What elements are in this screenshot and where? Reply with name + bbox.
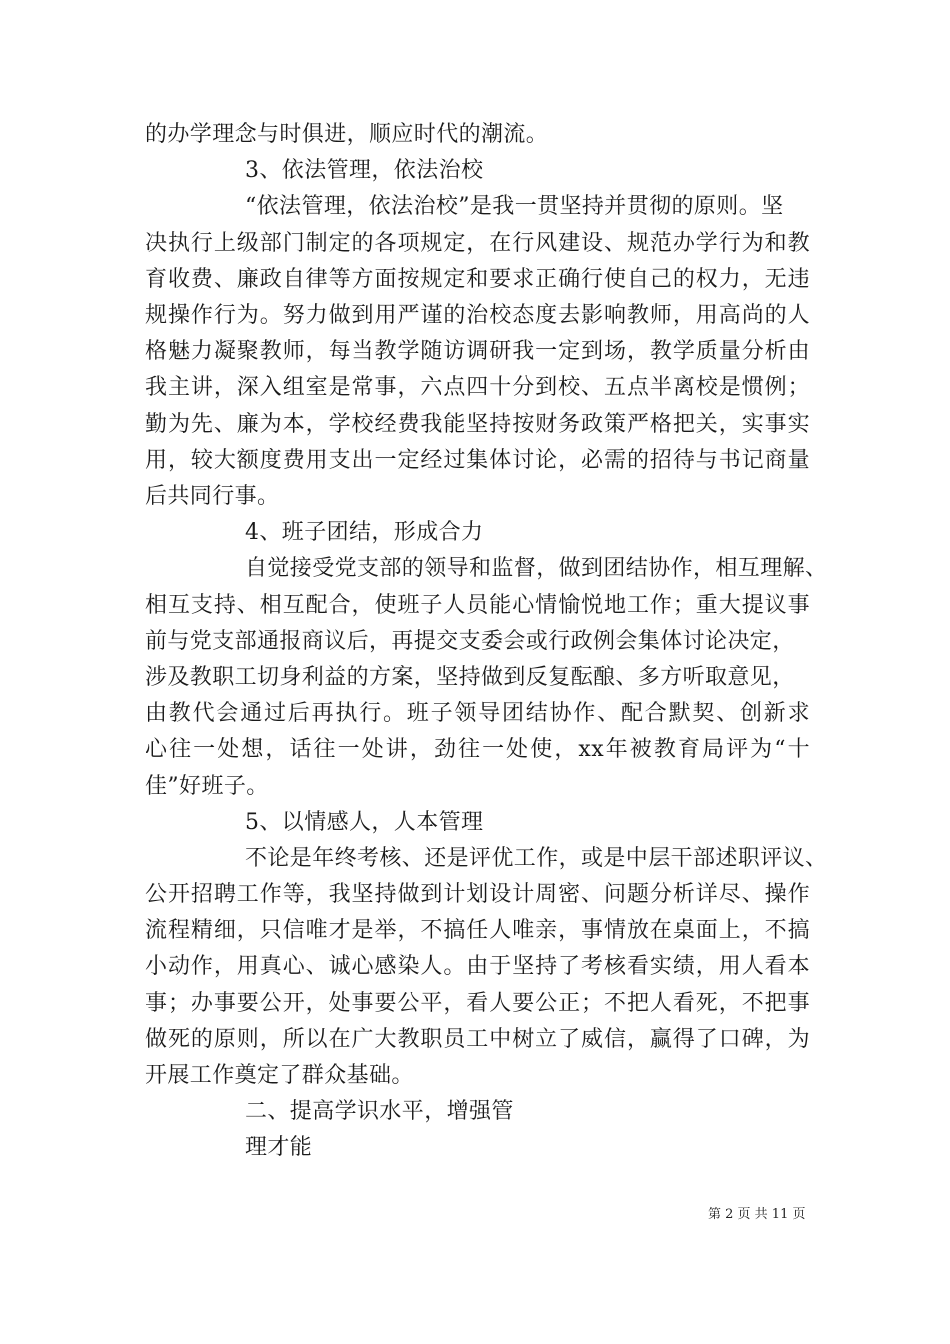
text-line: 勤为先、廉为本，学校经费我能坚持按财务政策严格把关，实事实 (145, 411, 810, 437)
section-heading-continued: 理才能 (245, 1135, 313, 1161)
text-line: 我主讲，深入组室是常事，六点四十分到校、五点半离校是惯例； (145, 375, 810, 401)
page-number-footer: 第 2 页 共 11 页 (708, 1207, 806, 1222)
text-line: 规操作行为。努力做到用严谨的治校态度去影响教师，用高尚的人 (145, 302, 810, 328)
text-line: 做死的原则，所以在广大教职员工中树立了威信，赢得了口碑，为 (145, 1026, 810, 1052)
text-line: 心往一处想，话往一处讲，劲往一处使，xx年被教育局评为“十 (145, 737, 810, 763)
text-line: 由教代会通过后再执行。班子领导团结协作、配合默契、创新求 (145, 701, 810, 727)
text-line: 育收费、廉政自律等方面按规定和要求正确行使自己的权力，无违 (145, 266, 810, 292)
text-line: 公开招聘工作等，我坚持做到计划设计周密、问题分析详尽、操作 (145, 882, 810, 908)
text-line: 事；办事要公开，处事要公平，看人要公正；不把人看死，不把事 (145, 990, 810, 1016)
paragraph-first-line: 自觉接受党支部的领导和监督，做到团结协作，相互理解、 (245, 556, 828, 582)
text-line: 涉及教职工切身利益的方案，坚持做到反复酝酿、多方听取意见， (145, 664, 795, 690)
section-heading: 二、提高学识水平，增强管 (245, 1099, 514, 1125)
text-line: 的办学理念与时俱进，顺应时代的潮流。 (145, 122, 549, 147)
text-line: 用，较大额度费用支出一定经过集体讨论，必需的招待与书记商量 (145, 447, 810, 473)
text-line: 佳”好班子。 (145, 773, 269, 799)
text-line: 决执行上级部门制定的各项规定，在行风建设、规范办学行为和教 (145, 230, 810, 256)
section-heading: 3、依法管理，依法治校 (245, 158, 484, 184)
text-line: 小动作，用真心、诚心感染人。由于坚持了考核看实绩，用人看本 (145, 954, 810, 980)
text-line: 格魅力凝聚教师，每当教学随访调研我一定到场，教学质量分析由 (145, 339, 810, 365)
section-heading: 5、以情感人，人本管理 (245, 809, 484, 835)
section-heading: 4、班子团结，形成合力 (245, 520, 484, 546)
paragraph-first-line: “依法管理，依法治校”是我一贯坚持并贯彻的原则。坚 (245, 194, 784, 220)
paragraph-first-line: 不论是年终考核、还是评优工作，或是中层干部述职评议、 (245, 845, 828, 871)
body-text (145, 117, 828, 1167)
text-line: 流程精细，只信唯才是举，不搞任人唯亲，事情放在桌面上，不搞 (145, 918, 810, 944)
text-line: 相互支持、相互配合，使班子人员能心情愉悦地工作；重大提议事 (145, 592, 810, 618)
text-line: 前与党支部通报商议后，再提交支委会或行政例会集体讨论决定， (145, 628, 795, 654)
text-line: 后共同行事。 (145, 483, 280, 509)
text-line: 开展工作奠定了群众基础。 (145, 1063, 414, 1089)
